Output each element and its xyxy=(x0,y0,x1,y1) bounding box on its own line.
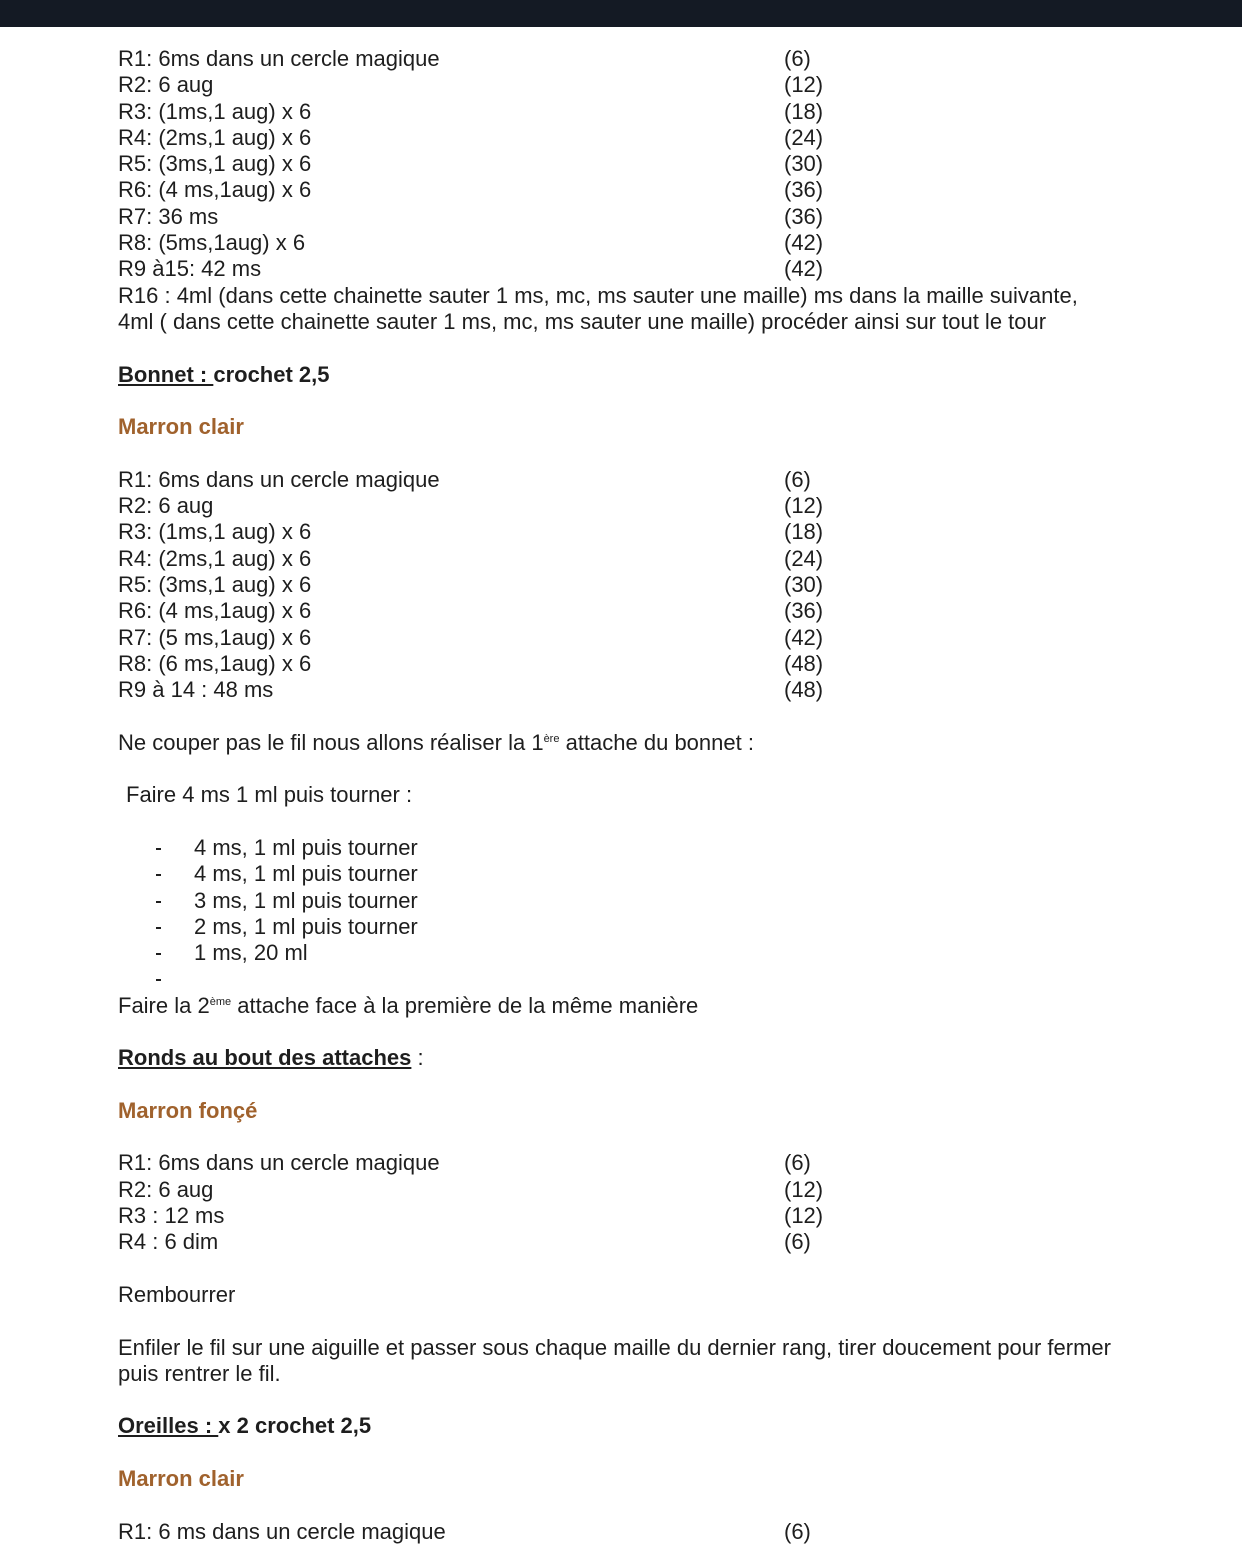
row-stitch-count: (48) xyxy=(784,650,824,676)
row-instruction: R1: 6ms dans un cercle magique xyxy=(118,46,440,71)
row-stitch-count: (24) xyxy=(784,124,824,150)
row-instruction: R2: 6 aug xyxy=(118,493,214,519)
row-stitch-count: (18) xyxy=(784,519,824,545)
pattern-row xyxy=(118,151,1228,177)
bonnet-color-label: Marron clair xyxy=(118,414,244,440)
row-instruction: R3: (1ms,1 aug) x 6 xyxy=(118,519,312,545)
list-item-text: 1 ms, 20 ml xyxy=(194,940,308,966)
row-stitch-count: (36) xyxy=(784,598,824,624)
row-instruction: R4: (2ms,1 aug) x 6 xyxy=(118,545,312,571)
tie-start-instruction: Faire 4 ms 1 ml puis tourner : xyxy=(126,782,413,808)
bonnet-heading-hook: crochet 2,5 xyxy=(213,361,330,387)
row-stitch-count: (6) xyxy=(784,466,811,492)
row-instruction: R3: (1ms,1 aug) x 6 xyxy=(118,98,312,124)
pattern-row xyxy=(118,598,1228,624)
note-superscript: ère xyxy=(543,732,560,745)
row-instruction: R3 : 12 ms xyxy=(118,1203,225,1229)
pattern-row xyxy=(118,72,1228,98)
row-instruction: R4: (2ms,1 aug) x 6 xyxy=(118,124,312,150)
row-instruction: R1: 6ms dans un cercle magique xyxy=(118,1150,440,1176)
top-status-bar xyxy=(0,0,1242,27)
pattern-row xyxy=(118,99,1228,125)
pattern-row xyxy=(118,651,1228,677)
pattern-row xyxy=(118,1177,1228,1203)
row-instruction: R6: (4 ms,1aug) x 6 xyxy=(118,598,312,624)
row-stitch-count: (6) xyxy=(784,1518,811,1544)
pattern-row xyxy=(118,1229,1228,1255)
note-text: Ne couper pas le fil nous allons réaliser la 1 xyxy=(118,729,544,755)
list-item xyxy=(154,835,1228,861)
list-item-text: 2 ms, 1 ml puis tourner xyxy=(194,913,418,939)
pattern-row xyxy=(118,467,1228,493)
list-item-text: 3 ms, 1 ml puis tourner xyxy=(194,887,418,913)
bonnet-heading xyxy=(118,362,1228,388)
note-superscript: ème xyxy=(209,995,232,1008)
list-item-text: 4 ms, 1 ml puis tourner xyxy=(194,861,418,887)
row-stitch-count: (42) xyxy=(784,256,824,282)
note-text: attache face à la première de la même manière xyxy=(231,992,699,1018)
ronds-heading xyxy=(118,1045,1228,1071)
list-item xyxy=(154,861,1228,887)
ronds-color-label: Marron fonçé xyxy=(118,1097,258,1123)
list-item xyxy=(154,914,1228,940)
row-instruction: R1: 6ms dans un cercle magique xyxy=(118,466,440,492)
row-stitch-count: (36) xyxy=(784,203,824,229)
row-instruction: R5: (3ms,1 aug) x 6 xyxy=(118,151,312,177)
row-stitch-count: (12) xyxy=(784,493,824,519)
row-instruction: R8: (5ms,1aug) x 6 xyxy=(118,230,306,256)
row-instruction: R9 à 14 : 48 ms xyxy=(118,677,274,703)
first-tie-note xyxy=(118,730,1228,756)
list-item-empty xyxy=(154,966,1228,992)
pattern-row xyxy=(118,677,1228,703)
row-instruction: R2: 6 aug xyxy=(118,72,214,98)
row-stitch-count: (6) xyxy=(784,1229,811,1255)
pattern-row xyxy=(118,230,1228,256)
pattern-row xyxy=(118,625,1228,651)
row-instruction: R7: (5 ms,1aug) x 6 xyxy=(118,624,312,650)
row-instruction: R7: 36 ms xyxy=(118,203,219,229)
pattern-row xyxy=(118,46,1228,72)
pattern-row xyxy=(118,1519,1228,1545)
list-item xyxy=(154,940,1228,966)
row-instruction: R9 à15: 42 ms xyxy=(118,256,262,282)
row-instruction: R8: (6 ms,1aug) x 6 xyxy=(118,650,312,676)
row-stitch-count: (24) xyxy=(784,545,824,571)
closing-instruction: Enfiler le fil sur une aiguille et passer sous chaque maille du dernier rang, tirer doucement pour fermer puis rentrer le fil. xyxy=(118,1334,1111,1386)
oreilles-heading-rest: x 2 crochet 2,5 xyxy=(218,1413,372,1439)
pattern-row xyxy=(118,493,1228,519)
bonnet-heading-title: Bonnet : xyxy=(118,361,214,387)
row-stitch-count: (12) xyxy=(784,72,824,98)
row-stitch-count: (30) xyxy=(784,571,824,597)
pattern-row xyxy=(118,1150,1228,1176)
pattern-row xyxy=(118,1203,1228,1229)
pattern-row xyxy=(118,519,1228,545)
row-stitch-count: (36) xyxy=(784,177,824,203)
pattern-document xyxy=(118,46,1228,1545)
second-tie-note xyxy=(118,993,1228,1019)
row-stitch-count: (12) xyxy=(784,1203,824,1229)
row-stitch-count: (6) xyxy=(784,1150,811,1176)
oreilles-color-label: Marron clair xyxy=(118,1466,244,1492)
row-stitch-count: (42) xyxy=(784,230,824,256)
pattern-row xyxy=(118,256,1228,282)
row-instruction: R2: 6 aug xyxy=(118,1176,214,1202)
pattern-row xyxy=(118,125,1228,151)
note-text: attache du bonnet : xyxy=(559,729,754,755)
list-item-text: 4 ms, 1 ml puis tourner xyxy=(194,834,418,860)
r16-instruction: R16 : 4ml (dans cette chainette sauter 1 ms, mc, ms sauter une maille) ms dans la maille suivante, 4ml ( dans cette chainette sauter 1 ms, mc, ms sauter une maille) procéder ainsi sur tout le tour xyxy=(118,282,1078,334)
pattern-row xyxy=(118,177,1228,203)
row-stitch-count: (42) xyxy=(784,624,824,650)
oreilles-heading-title: Oreilles : xyxy=(118,1413,219,1439)
ronds-heading-colon: : xyxy=(411,1045,424,1071)
tie-steps-list xyxy=(154,835,1228,993)
ronds-heading-title: Ronds au bout des attaches xyxy=(118,1045,412,1071)
row-stitch-count: (48) xyxy=(784,677,824,703)
list-item xyxy=(154,888,1228,914)
row-stitch-count: (30) xyxy=(784,151,824,177)
row-stitch-count: (6) xyxy=(784,46,811,71)
row-instruction: R6: (4 ms,1aug) x 6 xyxy=(118,177,312,203)
pattern-row xyxy=(118,572,1228,598)
row-stitch-count: (12) xyxy=(784,1176,824,1202)
row-instruction: R5: (3ms,1 aug) x 6 xyxy=(118,571,312,597)
note-text: Faire la 2 xyxy=(118,992,210,1018)
oreilles-heading xyxy=(118,1413,1228,1439)
row-instruction: R4 : 6 dim xyxy=(118,1229,219,1255)
row-instruction: R1: 6 ms dans un cercle magique xyxy=(118,1518,446,1544)
row-stitch-count: (18) xyxy=(784,98,824,124)
rembourrer-text: Rembourrer xyxy=(118,1281,236,1307)
pattern-row xyxy=(118,204,1228,230)
pattern-row xyxy=(118,546,1228,572)
